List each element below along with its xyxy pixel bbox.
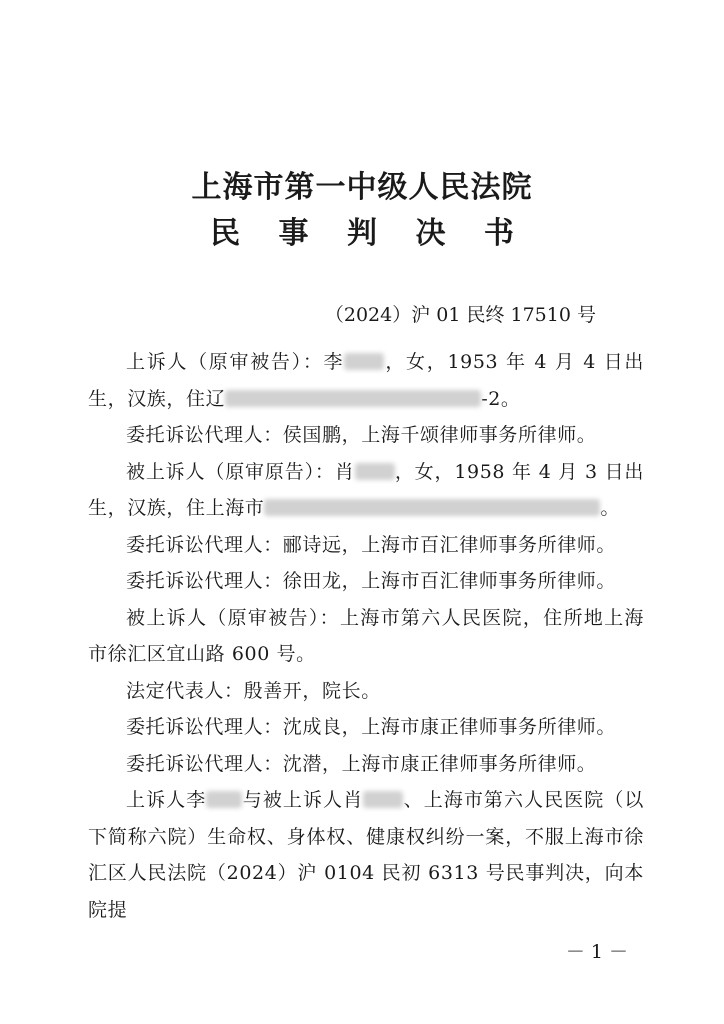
appellee-1-prefix: 被上诉人（原审原告）：肖 xyxy=(126,460,355,483)
appellant-prefix: 上诉人（原审被告）：李 xyxy=(126,351,345,373)
document-type: 民 事 判 决 书 xyxy=(210,216,528,251)
appellee-1-paragraph xyxy=(88,454,644,527)
legal-representative-paragraph: 法定代表人：殷善开，院长。 xyxy=(126,679,381,702)
redacted-name xyxy=(344,353,384,370)
judgment-body xyxy=(88,344,644,928)
appellee-1-agent-2-paragraph: 委托诉讼代理人：徐田龙，上海市百汇律师事务所律师。 xyxy=(126,570,617,592)
summary-part-2: 与被上诉人肖 xyxy=(242,789,364,811)
redacted-address xyxy=(225,390,481,407)
appellant-agent-paragraph: 委托诉讼代理人：侯国鹏，上海千颂律师事务所律师。 xyxy=(126,424,597,446)
appellant-details: ，女，1953 年 4 月 4 日出生，汉族，住辽 xyxy=(88,351,644,410)
court-name: 上海市第一中级人民法院 xyxy=(191,170,533,205)
appellant-address-end: -2。 xyxy=(481,387,521,410)
page-number: － 1 － xyxy=(565,941,628,963)
appellee-2-paragraph: 被上诉人（原审被告）：上海市第六人民医院，住所地上海市徐汇区宜山路 600 号。 xyxy=(88,606,644,665)
case-summary-paragraph xyxy=(88,782,644,928)
appellee-1-address-end: 。 xyxy=(600,497,621,519)
appellee-1-details: ，女，1958 年 4 月 3 日出生，汉族，住上海市 xyxy=(88,460,645,519)
redacted-name xyxy=(355,463,395,480)
appellee-2-agent-2-paragraph: 委托诉讼代理人：沈潜，上海市康正律师事务所律师。 xyxy=(126,752,597,775)
summary-part-1: 上诉人李 xyxy=(126,789,207,811)
redacted-name xyxy=(363,791,403,808)
redacted-name xyxy=(206,791,242,808)
appellee-1-agent-1-paragraph: 委托诉讼代理人：郦诗远，上海市百汇律师事务所律师。 xyxy=(126,533,617,556)
appellee-2-agent-1-paragraph: 委托诉讼代理人：沈成良，上海市康正律师事务所律师。 xyxy=(126,716,617,738)
appellant-paragraph xyxy=(88,344,644,417)
summary-part-3: 、上海市第六人民医院（以下简称六院）生命权、身体权、健康权纠纷一案，不服上海市徐汇区人民法院（2024）沪 0104 民初 6313 号民事判决，向本院提 xyxy=(88,789,644,921)
case-number: （2024）沪 01 民终 17510 号 xyxy=(324,304,596,326)
redacted-address xyxy=(264,499,600,516)
